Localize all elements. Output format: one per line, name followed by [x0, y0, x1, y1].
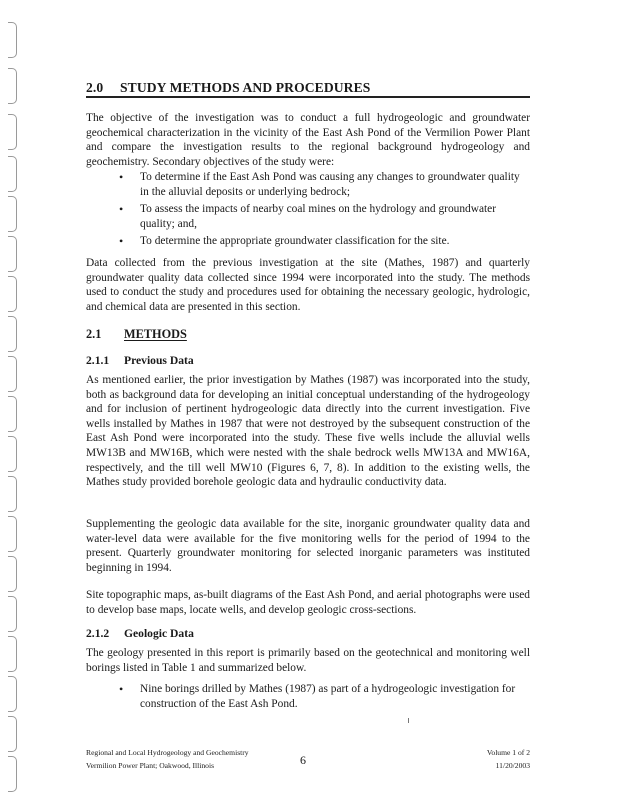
binder-hole — [8, 596, 17, 632]
previous-data-title: Previous Data — [124, 354, 194, 367]
heading-rule — [86, 96, 530, 98]
binder-hole — [8, 636, 17, 672]
footer-report-title: Regional and Local Hydrogeology and Geochemistry — [86, 748, 249, 757]
binder-hole — [8, 276, 17, 312]
objectives-list — [114, 170, 530, 252]
borings-list — [114, 682, 530, 714]
binder-hole — [8, 236, 17, 272]
section-heading — [86, 80, 530, 96]
previous-data-paragraph-1: As mentioned earlier, the prior investigation by Mathes (1987) was incorporated into the study, both as background data for developing an initial conceptual understanding of the hydrogeology and for inclusion of pertinent hydrogeologic data directly into the current investigation. Five wells installed by Mathes in 1987 that were not destroyed by the subsequent construction of the East Ash Pond were incorporated into the study. These five wells include the alluvial wells MW13B and MW16B, which were nested with the shale bedrock wells MW13A and MW16A, respectively, and the till well MW10 (Figures 6, 7, 8). In addition to the existing wells, the Mathes study provided borehole geologic data and hydraulic conductivity data. — [86, 374, 530, 489]
list-item: • To determine if the East Ash Pond was causing any changes to groundwater quality in the alluvial deposits or underlying bedrock; — [119, 170, 520, 198]
data-paragraph: Data collected from the previous investigation at the site (Mathes, 1987) and quarterly groundwater quality data collected since 1994 were incorporated into the study. The methods used to conduct the study and procedures used for obtaining the necessary geologic, hydrologic, and chemical data are presented in this section. — [86, 257, 530, 313]
footer-left — [86, 746, 249, 772]
binder-hole — [8, 556, 17, 592]
footer-date: 11/20/2003 — [495, 761, 530, 770]
binder-holes — [0, 0, 26, 800]
binder-hole — [8, 436, 17, 472]
binder-hole — [8, 356, 17, 392]
intro-paragraph: The objective of the investigation was to conduct a full hydrogeologic and groundwater geochemical characterization in the vicinity of the East Ash Pond of the Vermilion Power Plant and compare the investigation results to the regional background hydrogeology and geochemistry. Secondary objectives of the study were: — [86, 112, 530, 168]
binder-hole — [8, 716, 17, 752]
list-item: • To determine the appropriate groundwater classification for the site. — [119, 234, 450, 249]
list-item: • Nine borings drilled by Mathes (1987) as part of a hydrogeologic investigation for construction of the East Ash Pond. — [119, 682, 516, 710]
binder-hole — [8, 756, 17, 792]
scan-mark — [408, 718, 409, 723]
section-number: 2.0 — [86, 80, 104, 95]
geologic-data-number: 2.1.2 — [86, 627, 110, 640]
binder-hole — [8, 68, 17, 104]
footer-volume: Volume 1 of 2 — [486, 748, 530, 757]
methods-title: METHODS — [124, 327, 187, 341]
binder-hole — [8, 114, 17, 150]
footer-right — [487, 746, 530, 772]
binder-hole — [8, 316, 17, 352]
list-item: • To assess the impacts of nearby coal mines on the hydrology and groundwater quality; and, — [119, 202, 497, 230]
geologic-data-paragraph: The geology presented in this report is primarily based on the geotechnical and monitoring well borings listed in Table 1 and summarized below. — [86, 647, 530, 674]
bullet-icon: • — [119, 202, 124, 217]
footer-location: Vermilion Power Plant; Oakwood, Illinois — [86, 761, 215, 770]
geologic-data-title: Geologic Data — [124, 627, 194, 640]
methods-heading — [86, 327, 187, 342]
bullet-icon: • — [119, 682, 124, 696]
previous-data-number: 2.1.1 — [86, 354, 110, 367]
binder-hole — [8, 516, 17, 552]
page-number: 6 — [300, 753, 306, 767]
previous-data-heading — [86, 354, 194, 367]
methods-number: 2.1 — [86, 327, 102, 341]
binder-hole — [8, 676, 17, 712]
binder-hole — [8, 476, 17, 512]
geologic-data-heading — [86, 627, 194, 640]
binder-hole — [8, 156, 17, 192]
bullet-icon: • — [119, 234, 124, 249]
binder-hole — [8, 196, 17, 232]
section-title: STUDY METHODS AND PROCEDURES — [120, 80, 371, 95]
bullet-icon: • — [119, 170, 124, 184]
previous-data-paragraph-3: Site topographic maps, as-built diagrams of the East Ash Pond, and aerial photographs were used to develop base maps, locate wells, and develop geologic cross-sections. — [86, 589, 530, 616]
binder-hole — [8, 22, 17, 58]
previous-data-paragraph-2: Supplementing the geologic data available for the site, inorganic groundwater quality data and water-level data were available for the five monitoring wells for the period of 1994 to the present. Quarterly groundwater monitoring for selected inorganic parameters was instituted beginning in 1994. — [86, 518, 530, 574]
binder-hole — [8, 396, 17, 432]
